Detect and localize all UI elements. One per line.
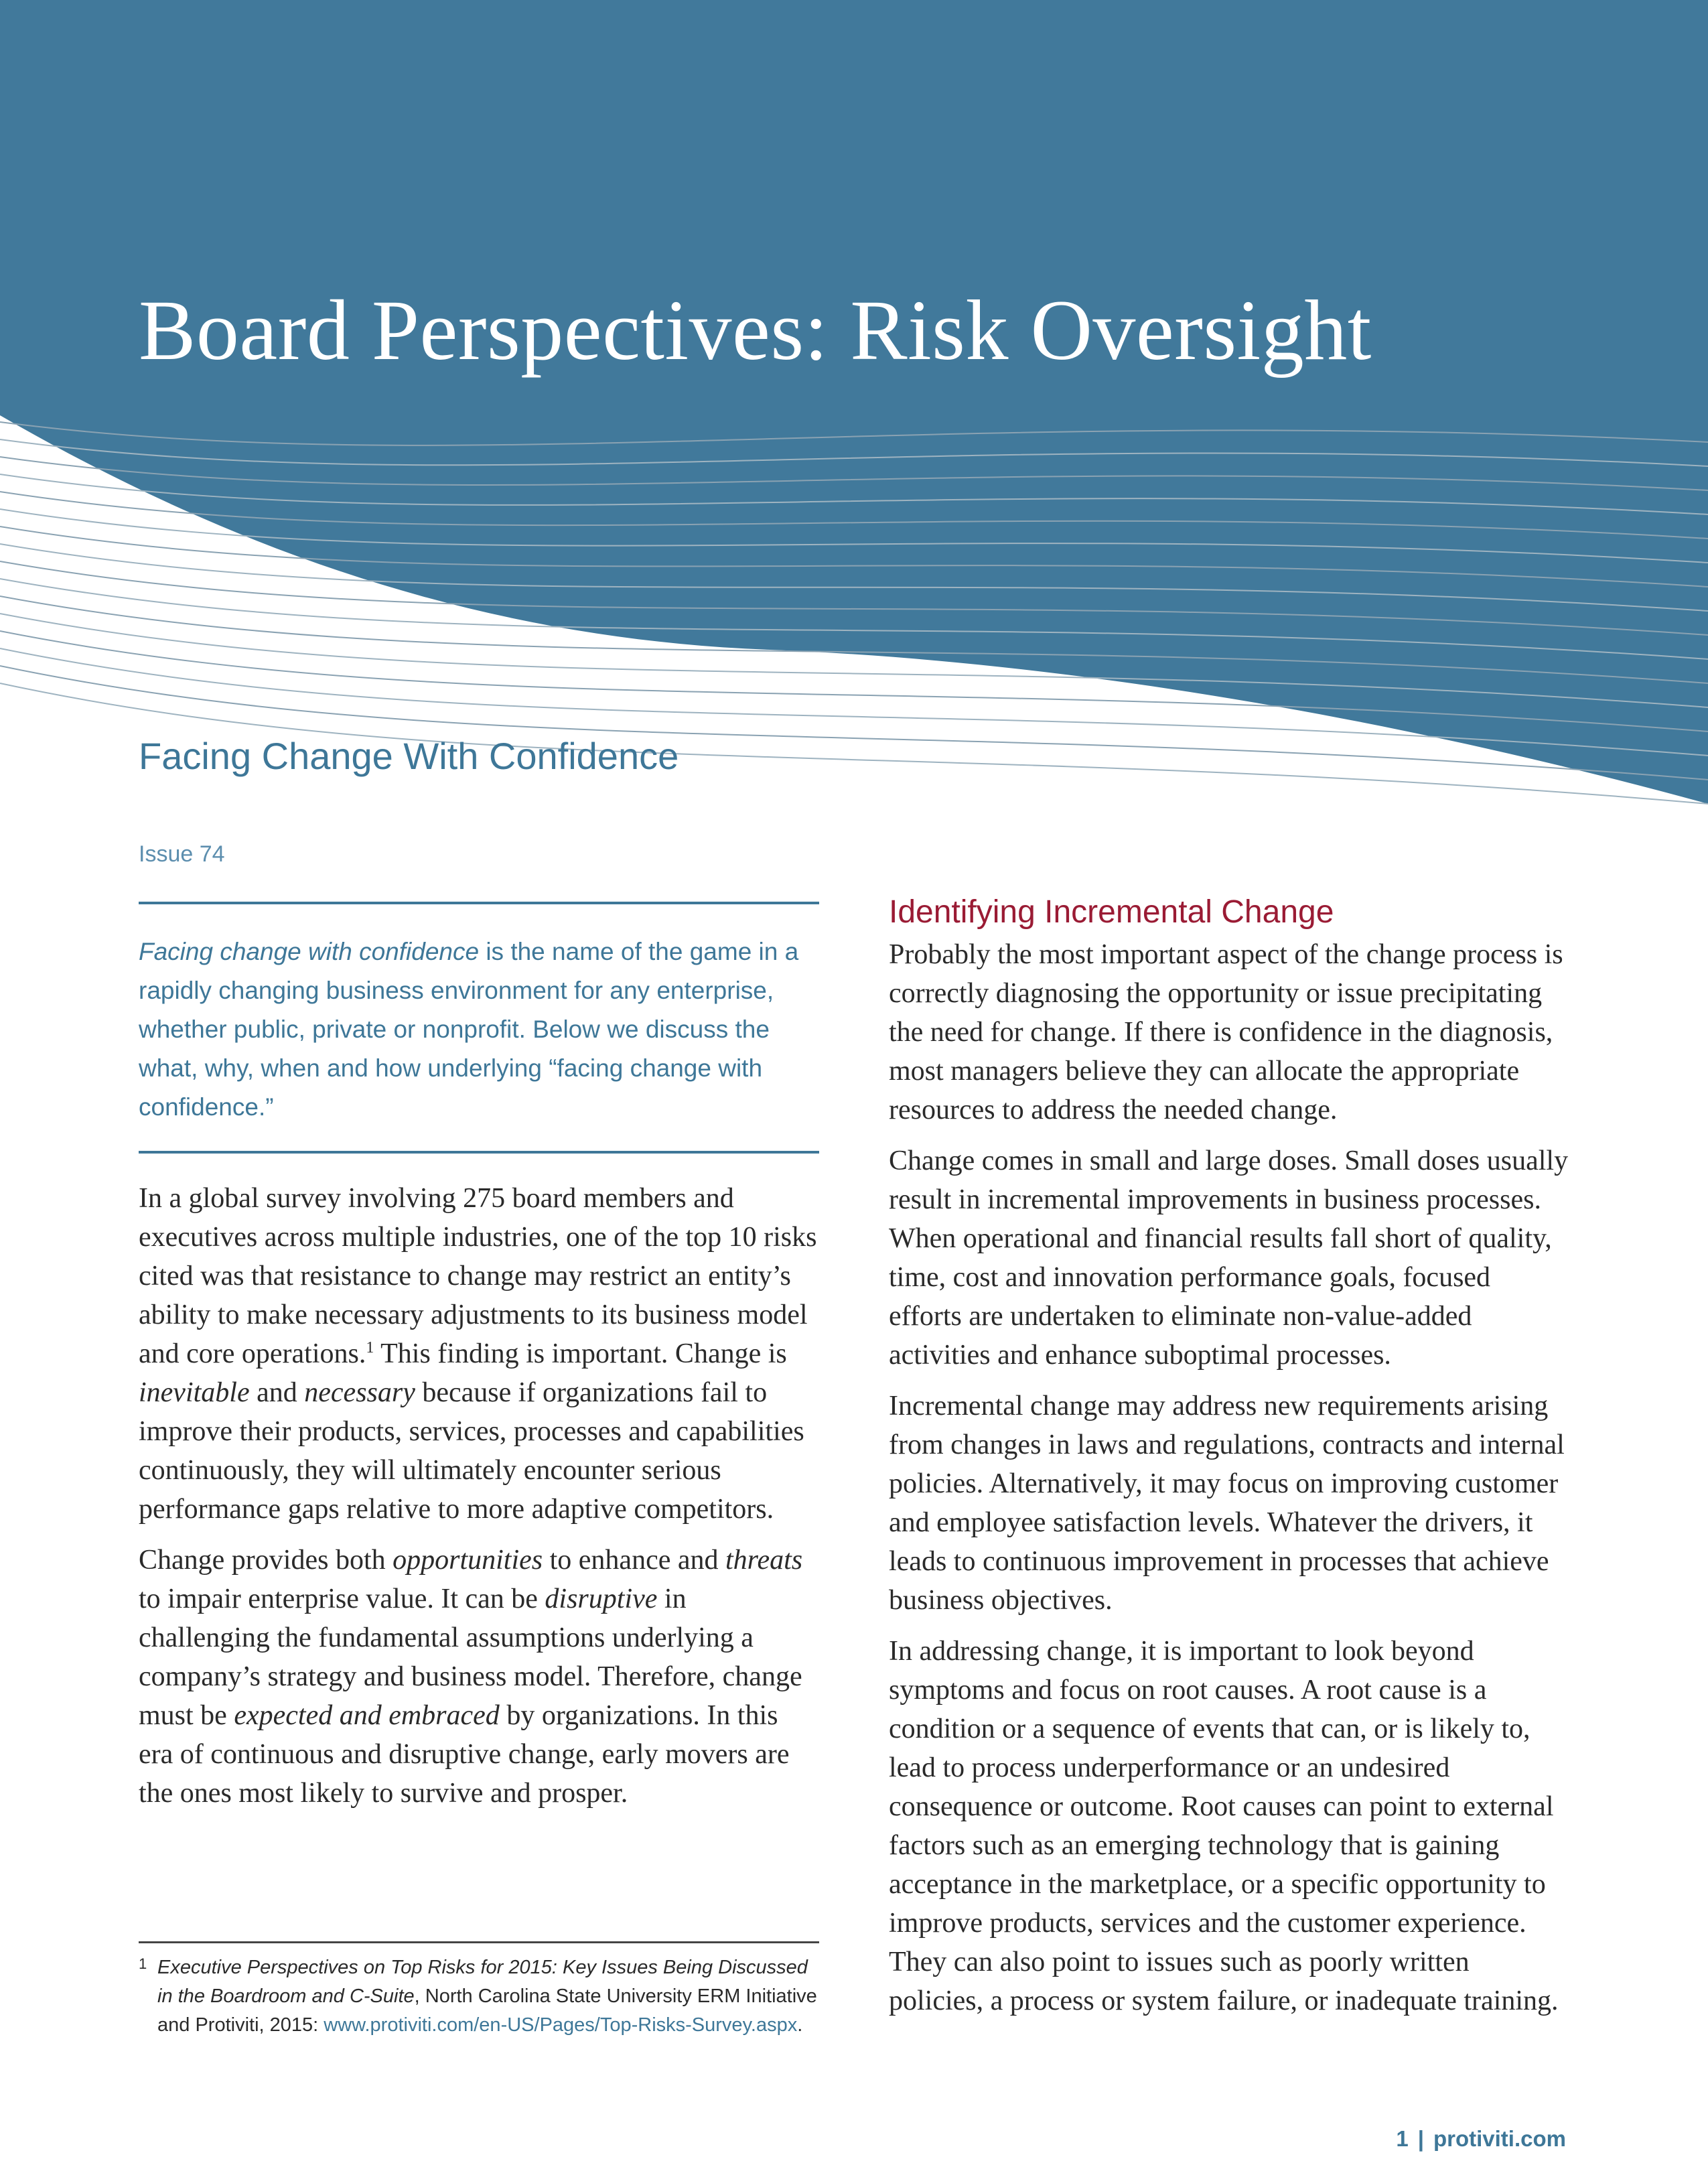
footnote — [139, 1953, 819, 2040]
text-run: in challenging the fundamental assumptions underlying a company’s strategy and business model. Therefore, change must be — [139, 1584, 802, 1731]
emphasis: inevitable — [139, 1377, 250, 1408]
header-band-fill — [0, 0, 1708, 804]
text-run: to enhance and — [543, 1545, 726, 1576]
right-column — [889, 892, 1569, 2032]
header-band — [0, 0, 1708, 831]
text-run: because if organizations fail to improve their products, services, processes and capabilities continuously, they will ultimately encounter serious performance gaps relative to more adaptive competitors. — [139, 1377, 804, 1525]
left-column — [139, 1179, 819, 1825]
footnote-body — [139, 1953, 819, 2040]
emphasis: threats — [725, 1545, 803, 1576]
emphasis: opportunities — [393, 1545, 543, 1576]
page-title: Board Perspectives: Risk Oversight — [139, 283, 1372, 378]
footnote-end: . — [797, 2014, 803, 2036]
issue-number: Issue 74 — [139, 841, 225, 867]
text-run: by organizations. In this era of continuous and disruptive change, early movers are the ones most likely to survive and prosper. — [139, 1700, 790, 1809]
footnote-text: , North Carolina State University ERM Initiative and Protiviti, 2015: — [157, 1986, 817, 2036]
footnote-ref: 1 — [366, 1339, 374, 1356]
text-run: This finding is important. Change is — [374, 1338, 787, 1369]
body-paragraph — [139, 1541, 819, 1813]
pullquote-text: is the name of the game in a rapidly changing business environment for any enterprise, whether public, private or nonprofit. Below we discuss the what, why, when and how underlying “facing change with confidence.” — [139, 938, 799, 1121]
body-paragraph: Probably the most important aspect of the change process is correctly diagnosing the opportunity or issue precipitating the need for change. If there is confidence in the diagnosis, most managers believe they can allocate the appropriate resources to address the needed change. — [889, 939, 1563, 1125]
body-paragraph — [139, 1179, 819, 1529]
footnote-number: 1 — [139, 1955, 147, 1972]
page-subtitle: Facing Change With Confidence — [139, 735, 679, 777]
footnote-divider — [139, 1941, 819, 1943]
text-run: to impair enterprise value. It can be — [139, 1584, 545, 1614]
footnote-title: Executive Perspectives on Top Risks for 2015: Key Issues Being Discussed in the Boardroom and C-Suite — [157, 1957, 808, 2007]
pullquote-lead: Facing change with confidence — [139, 938, 480, 965]
emphasis: disruptive — [545, 1584, 658, 1614]
section-heading: Identifying Incremental Change — [889, 894, 1334, 930]
footer-separator: | — [1417, 2126, 1424, 2151]
text-run: Change provides both — [139, 1545, 393, 1576]
page-footer — [1396, 2126, 1566, 2152]
emphasis: expected and embraced — [234, 1700, 500, 1731]
text-run: and — [249, 1377, 305, 1408]
text-run: In a global survey involving 275 board members and executives across multiple industries, one of the top 10 risks cited was that resistance to change may restrict an entity’s ability to make necessary adjustments to its business model and core operations. — [139, 1183, 817, 1369]
footer-site-link[interactable]: protiviti.com — [1433, 2126, 1566, 2151]
page-number: 1 — [1396, 2126, 1409, 2151]
header-wave-graphic — [0, 0, 1708, 831]
body-paragraph: In addressing change, it is important to look beyond symptoms and focus on root causes. A root cause is a condition or a sequence of events that can, or is likely to, lead to process underperformance or an undesired consequence or outcome. Root causes can point to external factors such as an emerging technology that is gaining acceptance in the marketplace, or a specific opportunity to improve products, services and the customer experience. They can also point to issues such as poorly written policies, a process or system failure, or inadequate training. — [889, 1636, 1559, 2016]
body-paragraph: Incremental change may address new requirements arising from changes in laws and regulations, contracts and internal policies. Alternatively, it may focus on improving customer and employee satisfaction levels. Whatever the drivers, it leads to continuous improvement in processes that achieve business objectives. — [889, 1391, 1565, 1616]
footnote-link[interactable]: www.protiviti.com/en-US/Pages/Top-Risks-Survey.aspx — [324, 2014, 798, 2036]
body-paragraph: Change comes in small and large doses. Small doses usually result in incremental improvements in business processes. When operational and financial results fall short of quality, time, cost and innovation performance goals, focused efforts are undertaken to eliminate non-value-added activities and enhance suboptimal processes. — [889, 1145, 1569, 1371]
intro-pullquote — [139, 902, 819, 1154]
emphasis: necessary — [304, 1377, 415, 1408]
